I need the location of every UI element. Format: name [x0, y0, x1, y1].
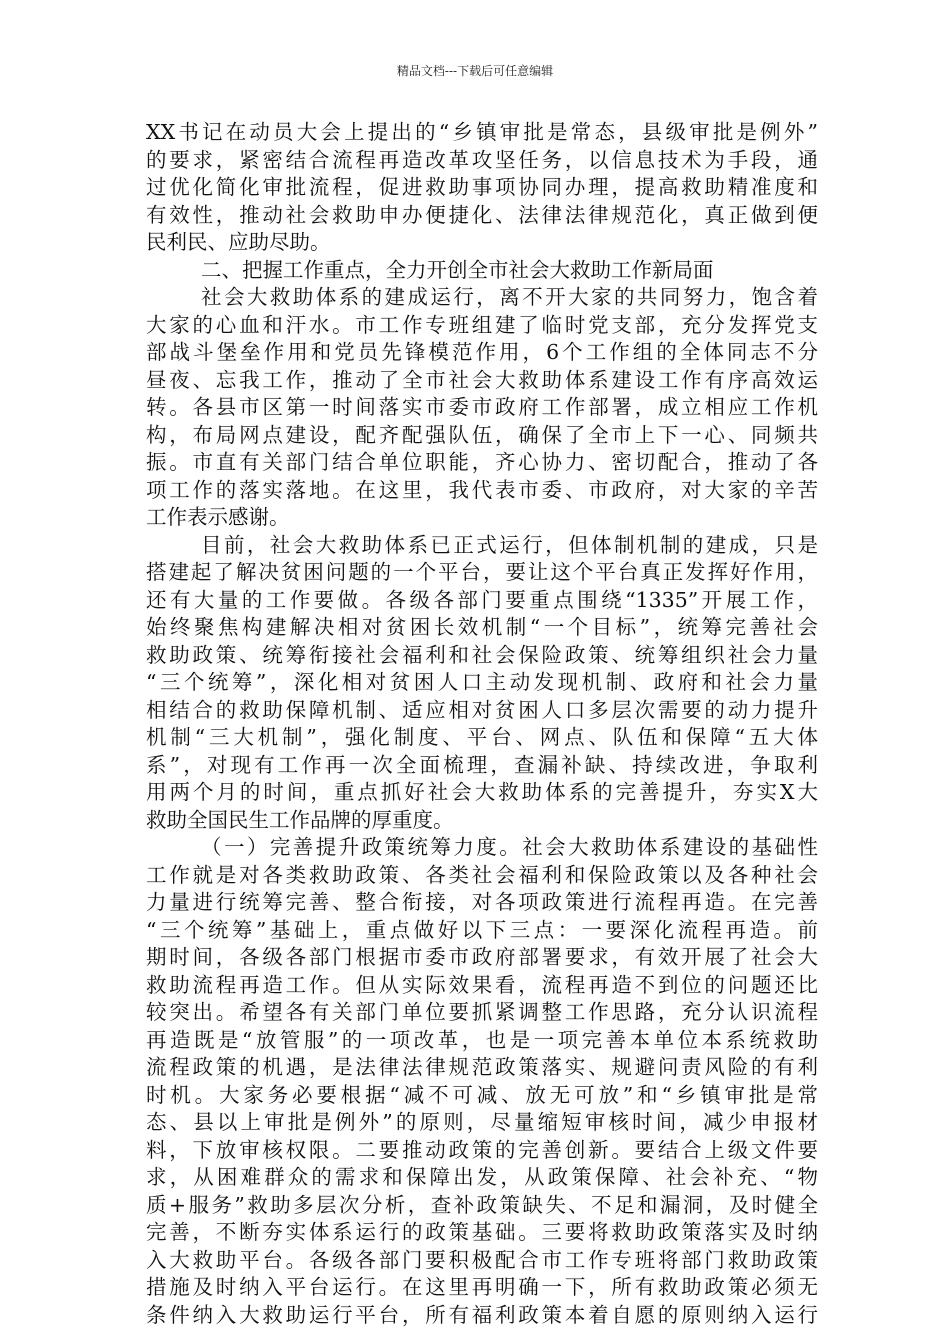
- text-line: 期时间，各级各部门根据市委市政府部署要求，有效开展了社会大: [146, 945, 818, 969]
- text-line: 有效性，推动社会救助申办便捷化、法律法律规范化，真正做到便: [146, 202, 818, 227]
- text-line: 入大救助平台。各级各部门要积极配合市工作专班将部门救助政策: [146, 1247, 818, 1272]
- text-line: “三个统筹”基础上，重点做好以下三点：一要深化流程再造。前: [146, 917, 818, 942]
- text-line: 振。市直有关部门结合单位职能，齐心协力、密切配合，推动了各: [146, 450, 818, 474]
- text-line: 系”，对现有工作再一次全面梳理，查漏补缺、持续改进，争取利: [146, 752, 818, 777]
- text-line: 料，下放审核权限。二要推动政策的完善创新。要结合上级文件要: [146, 1137, 818, 1162]
- text-line: 用两个月的时间，重点抓好社会大救助体系的完善提升，夯实X大: [146, 780, 818, 804]
- text-line: 救助流程再造工作。但从实际效果看，流程再造不到位的问题还比: [146, 972, 818, 997]
- text-line: 目前，社会大救助体系已正式运行，但体制机制的建成，只是: [201, 532, 818, 557]
- text-line: 的要求，紧密结合流程再造改革攻坚任务，以信息技术为手段，通: [146, 147, 818, 172]
- text-line: 二、把握工作重点，全力开创全市社会大救助工作新局面: [201, 257, 714, 282]
- text-line: 项工作的落实落地。在这里，我代表市委、市政府，对大家的辛苦: [146, 477, 818, 502]
- text-line: 始终聚焦构建解决相对贫困长效机制“一个目标”，统筹完善社会: [146, 615, 818, 639]
- page-header: 精品文档---下载后可任意编辑: [396, 64, 554, 78]
- text-line: 工作表示感谢。: [146, 505, 290, 529]
- text-line: 时机。大家务必要根据“减不可减、放无可放”和“乡镇审批是常: [146, 1082, 818, 1107]
- text-line: 相结合的救助保障机制、适应相对贫困人口多层次需要的动力提升: [146, 697, 818, 722]
- text-line: 工作就是对各类救助政策、各类社会福利和保险政策以及各种社会: [146, 862, 818, 887]
- text-line: 部战斗堡垒作用和党员先锋模范作用，6个工作组的全体同志不分: [146, 340, 818, 364]
- text-line: 机制“三大机制”，强化制度、平台、网点、队伍和保障“五大体: [146, 725, 818, 749]
- text-line: 搭建起了解决贫困问题的一个平台，要让这个平台真正发挥好作用，: [146, 560, 818, 584]
- document-body: [146, 119, 818, 1329]
- text-line: 较突出。希望各有关部门单位要抓紧调整工作思路，充分认识流程: [146, 1000, 818, 1024]
- text-line: 大家的心血和汗水。市工作专班组建了临时党支部，充分发挥党支: [146, 312, 818, 337]
- text-line: 救助全国民生工作品牌的厚重度。: [146, 807, 454, 832]
- text-line: 力量进行统筹完善、整合衔接，对各项政策进行流程再造。在完善: [146, 890, 818, 914]
- text-line: （一）完善提升政策统筹力度。社会大救助体系建设的基础性: [201, 835, 818, 859]
- text-line: 救助政策、统筹衔接社会福利和社会保险政策、统筹组织社会力量: [146, 642, 818, 667]
- text-line: 完善，不断夯实体系运行的政策基础。三要将救助政策落实及时纳: [146, 1220, 818, 1244]
- text-line: 社会大救助体系的建成运行，离不开大家的共同努力，饱含着: [201, 285, 818, 309]
- text-line: 质+服务”救助多层次分析，查补政策缺失、不足和漏洞，及时健全: [146, 1192, 818, 1217]
- text-line: 还有大量的工作要做。各级各部门要重点围绕“1335”开展工作，: [146, 587, 818, 612]
- text-line: XX书记在动员大会上提出的“乡镇审批是常态，县级审批是例外”: [146, 120, 818, 144]
- text-line: 民利民、应助尽助。: [146, 230, 331, 254]
- text-line: 流程政策的机遇，是法律法律规范政策落实、规避问责风险的有利: [146, 1055, 818, 1079]
- text-line: 态、县以上审批是例外”的原则，尽量缩短审核时间，减少申报材: [146, 1110, 818, 1134]
- text-line: 过优化简化审批流程，促进救助事项协同办理，提高救助精准度和: [146, 175, 818, 199]
- text-line: 措施及时纳入平台运行。在这里再明确一下，所有救助政策必须无: [146, 1275, 818, 1299]
- text-line: 构，布局网点建设，配齐配强队伍，确保了全市上下一心、同频共: [146, 422, 818, 447]
- text-line: 昼夜、忘我工作，推动了全市社会大救助体系建设工作有序高效运: [146, 367, 818, 392]
- text-line: 求，从困难群众的需求和保障出发，从政策保障、社会补充、“物: [146, 1165, 818, 1189]
- text-line: “三个统筹”，深化相对贫困人口主动发现机制、政府和社会力量: [146, 670, 818, 694]
- text-line: 再造既是“放管服”的一项改革，也是一项完善本单位本系统救助: [146, 1027, 818, 1052]
- text-line: 转。各县市区第一时间落实市委市政府工作部署，成立相应工作机: [146, 395, 818, 419]
- text-line: 条件纳入大救助运行平台，所有福利政策本着自愿的原则纳入运行: [146, 1302, 818, 1327]
